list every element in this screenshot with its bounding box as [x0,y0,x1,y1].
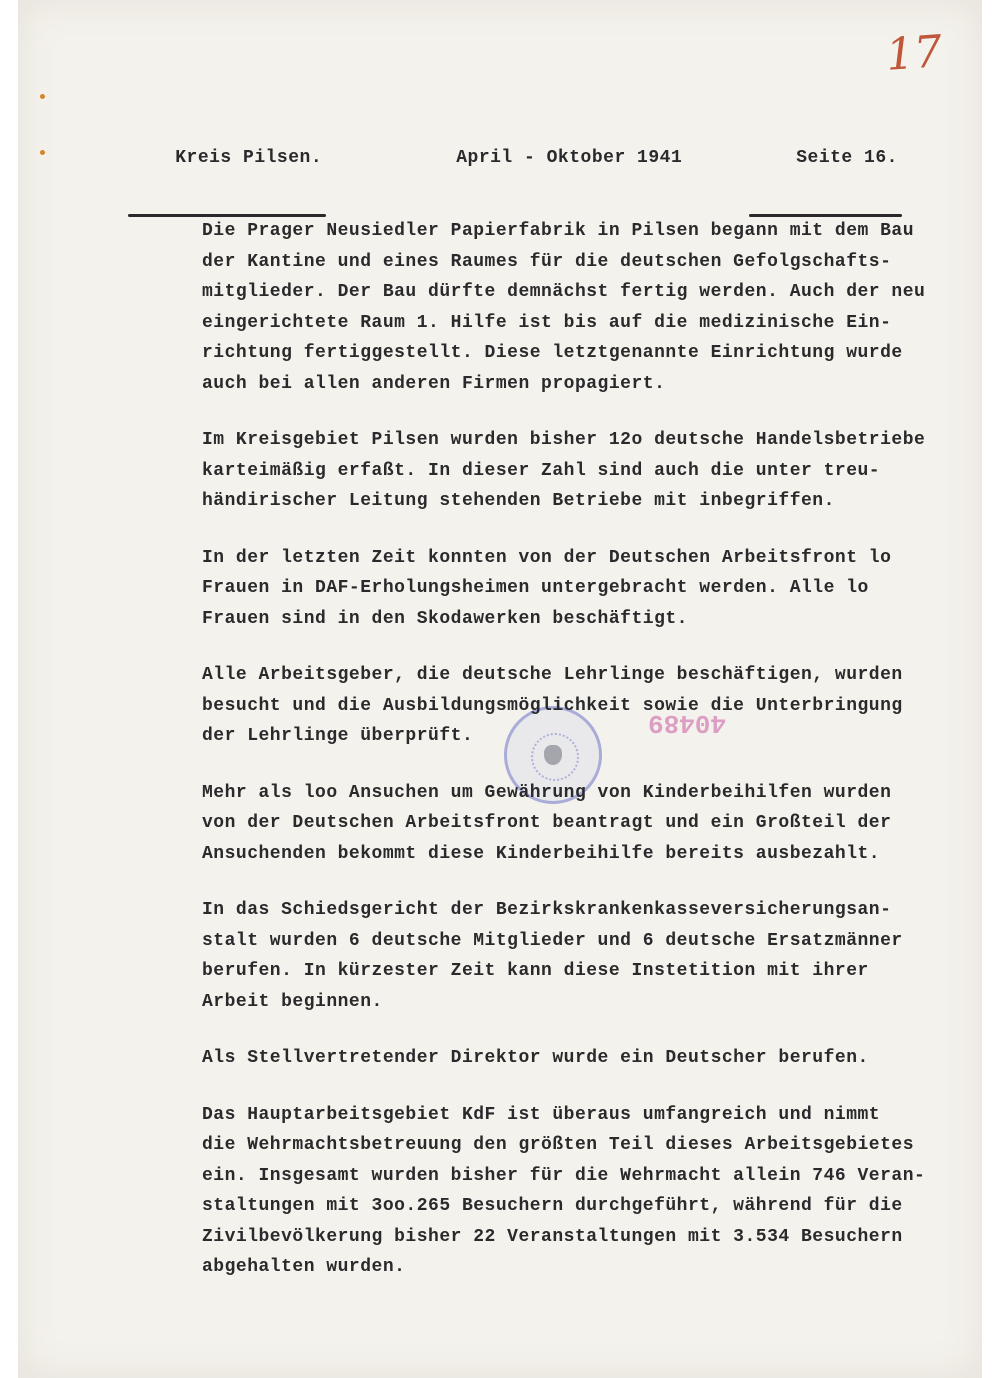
text-line: Zivilbevölkerung bisher 22 Veranstaltungen mit 3.534 Besuchern [202,1226,903,1247]
text-line: besucht und die Ausbildungsmöglichkeit sowie die Unterbringung [202,695,903,716]
header-page [751,128,898,208]
text-line: die Wehrmachtsbetreuung den größten Teil dieses Arbeitsgebietes [202,1135,915,1155]
text-line: richtung fertiggestellt. Diese letztgenannte Einrichtung wurde [202,343,903,363]
paragraph [202,543,982,635]
handwritten-page-number: 17 [884,26,944,81]
archive-number: 40489 [648,708,727,738]
paragraph [202,660,982,752]
header-period-text: April - Oktober 1941 [456,148,683,168]
paragraph [202,895,982,1017]
header-page-text: Seite 16. [796,148,898,168]
text-line: der Lehrlinge überprüft. [202,726,474,746]
text-line: abgehalten wurden. [202,1257,406,1277]
text-line: Ansuchenden bekommt diese Kinderbeihilfe bereits ausbezahlt. [202,843,881,864]
margin-mark [40,94,45,99]
text-line: Arbeit beginnen. [202,991,383,1012]
text-line: stalt wurden 6 deutsche Mitglieder und 6 deutsche Ersatzmänner [202,930,903,951]
header-district-text: Kreis Pilsen. [175,148,323,168]
text-line: Das Hauptarbeitsgebiet KdF ist überaus umfangreich und nimmt [202,1104,881,1125]
header-period [411,128,682,188]
text-line: von der Deutschen Arbeitsfront beantragt und ein Großteil der [202,813,892,833]
text-line: auch bei allen anderen Firmen propagiert. [202,373,666,394]
text-line: karteimäßig erfaßt. In dieser Zahl sind auch die unter treu- [202,460,881,481]
text-line: Alle Arbeitsgeber, die deutsche Lehrlinge beschäftigen, wurden [202,665,903,685]
margin-mark [40,150,45,155]
report-body [202,216,982,1309]
text-line: Frauen sind in den Skodawerken beschäftigt. [202,608,688,629]
paragraph [202,1100,982,1283]
paragraph [202,1043,982,1074]
text-line: händirischer Leitung stehenden Betriebe mit inbegriffen. [202,491,835,511]
text-line: berufen. In kürzester Zeit kann diese Instetition mit ihrer [202,961,869,981]
text-line: In der letzten Zeit konnten von der Deutschen Arbeitsfront lo [202,547,892,568]
text-line: Frauen in DAF-Erholungsheimen untergebracht werden. Alle lo [202,578,869,598]
text-line: mitglieder. Der Bau dürfte demnächst fertig werden. Auch der neu [202,282,926,302]
text-line: Als Stellvertretender Direktor wurde ein Deutscher berufen. [202,1048,869,1068]
header-district [130,128,322,208]
paragraph [202,216,982,399]
text-line: Die Prager Neusiedler Papierfabrik in Pilsen begann mit dem Bau [202,221,915,241]
text-line: ein. Insgesamt wurden bisher für die Wehrmacht allein 746 Veran- [202,1165,926,1186]
text-line: eingerichtete Raum 1. Hilfe ist bis auf die medizinische Ein- [202,312,892,333]
paragraph [202,425,982,517]
text-line: Mehr als loo Ansuchen um Gewährung von Kinderbeihilfen wurden [202,782,892,803]
text-line: In das Schiedsgericht der Bezirkskrankenkasseversicherungsan- [202,900,892,920]
text-line: der Kantine und eines Raumes für die deutschen Gefolgschafts- [202,251,892,272]
paragraph [202,778,982,870]
document-page [18,0,982,1378]
text-line: Im Kreisgebiet Pilsen wurden bisher 12o deutsche Handelsbetriebe [202,430,926,450]
text-line: staltungen mit 3oo.265 Besuchern durchgeführt, während für die [202,1196,903,1216]
